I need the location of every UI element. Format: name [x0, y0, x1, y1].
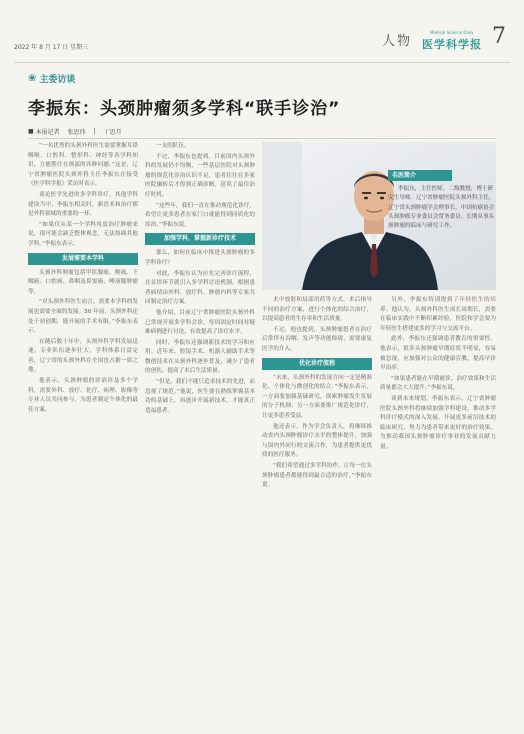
paragraph: 对此，李振东认为应先完善诊疗流程，在首诊环节就引入多学科讨论机制，根据患者病情由外科、放疗科、肿瘤内科等专家共同制定治疗方案。	[145, 270, 255, 306]
profile-caption	[388, 170, 496, 231]
paragraph: 头颈外科肿瘤包括甲状腺癌、喉癌、下咽癌、口腔癌、鼻咽及鼻窦癌、唾液腺肿瘤等。	[28, 269, 138, 295]
section-subhead: 优化诊疗流程	[262, 358, 372, 370]
article-column-1	[28, 142, 138, 416]
intern-name: 丁思月	[103, 129, 122, 136]
reporter-label: 本报记者	[35, 129, 60, 136]
paragraph: 一支的队伍。	[156, 143, 190, 149]
paragraph: “如果患者能在早期就诊，治疗效果和生活质量都会大大提升。”李振东说。	[380, 375, 496, 392]
paragraph: “我们希望通过多学科协作，让每一位头颈肿瘤患者都能得到最合适的治疗。”李振东说。	[262, 462, 372, 489]
paragraph: 他还表示，作为学会负责人，将继续推动省内头颈肿瘤诊疗水平的整体提升，加强与国内外同行的交流合作，为患者提供更优质的医疗服务。	[262, 423, 372, 459]
paragraph: “如果仅从某一个学科角度治疗肿瘤来说，很可能会缺乏整体观念，无法协调其他学科。”李振东表示。	[28, 221, 138, 247]
paragraph: 谈到未来规划，李振东表示，辽宁省肿瘤医院头颈外科将继续加强学科建设，推动多学科诊疗模式的深入发展，开展更多前沿技术的临床研究，努力为患者带来更好的治疗效果，为推动我国头颈肿瘤诊疗事业的发展贡献力量。	[380, 395, 496, 450]
header-divider	[14, 62, 510, 63]
article-column-3	[262, 296, 372, 492]
square-marker-icon: ■	[28, 128, 34, 135]
reporter-name: 张思玮	[67, 129, 86, 136]
section-name: 人物	[382, 34, 413, 49]
paragraph: 不过，李振东也提到，目前国内头颈外科的发展仍不均衡，一些基层医院对头颈肿瘤的规范化诊治认识不足，患者往往在多家医院辗转后才得到正确诊断，延误了最佳治疗时机。	[145, 153, 255, 198]
paragraph: 另外，李振东特别提到了年轻医生的培养。他认为，头颈外科医生成长周期长，需要在临床实践中不断积累经验，医院和学会要为年轻医生搭建更多的学习与交流平台。	[380, 297, 496, 332]
column-tag-label: 主委访谈	[39, 75, 76, 85]
paragraph: 谈论医学先进的多学科诊疗，其他学科建设当中，李振东相关时，新晋术和治疗都是外科领域的重要的一环。	[28, 191, 138, 218]
paragraph: 此外，李振东还强调患者教育的重要性。他表示，很多头颈肿瘤早期症状不明显，容易被忽视，应加强对公众的健康宣教，提高早诊早治率。	[380, 336, 496, 372]
paragraph: “一名优秀的头颈外科医生需要掌握耳鼻咽喉、口腔科、整形科、神经等各学科知识，方能胜任在颈部的各种问题。”这是，辽宁省肿瘤医院头颈外科主任李振东在接受《医学科学报》采访时表示。	[28, 143, 138, 188]
paragraph: “但是，我们不能只追求技术的先进，而忽视了规范。”他说，医生要在熟练掌握基本功的基础上，再逐步开展新技术，才能真正造福患者。	[145, 379, 255, 414]
brand-english: Medical Science Daily	[430, 30, 474, 35]
brand-logo	[416, 30, 490, 52]
paragraph: 同时，李振东还强调新技术的学习和应用。近年来，腔镜手术、机器人辅助手术等微创技术在头颈外科逐步普及，减少了患者的创伤，提高了术后生活质量。	[145, 339, 255, 375]
issue-date: 2022 年 8 月 17 日 星期三	[14, 44, 89, 51]
paragraph: 他表示，头颈肿瘤的诊治涉及多个学科，需要外科、放疗、化疗、病理、影像等专业人员共同参与，为患者制定个体化的最佳方案。	[28, 378, 138, 413]
article-headline: 李振东：头颈肿瘤须多学科“联手诊治”	[28, 99, 341, 119]
paragraph: “对头颈外科医生而言，需要本学科的发展也需要全面的发展。30 年前，头颈外科还处于初创期，能开展的手术有限。”李振东表示。	[28, 299, 138, 335]
article-column-4	[380, 296, 496, 454]
section-subhead: 加强学科，掌握新诊疗技术	[145, 233, 255, 245]
brand-chinese: 医学科学报	[422, 38, 482, 51]
title-divider	[28, 138, 496, 139]
paragraph: 不过，他也提到，头颈肿瘤患者在治疗后常伴有吞咽、发声等功能障碍，需要康复医学的介入。	[262, 326, 372, 352]
section-subhead: 发展需要本学科	[28, 253, 138, 265]
article-column-2	[145, 142, 255, 417]
caption-body: 李振东，主任医师，二级教授，博士研究生导师。辽宁省肿瘤医院头颈外科主任，辽宁省头颈肿瘤学会理事长，中国抗癌协会头颈肿瘤专业委员会常务委员。长期从事头颈肿瘤的临床与研究工作。	[388, 186, 495, 230]
paragraph: “未来，头颈外科的发展方向一定是精准化、个体化与微创化的结合。”李振东表示，一方面要加强基础研究，探索肿瘤发生发展的分子机制；另一方面要推广规范化诊疗，让更多患者受益。	[262, 374, 372, 419]
paragraph: 那么，如何在临床中推进头颈肿瘤的多学科诊疗？	[145, 250, 255, 266]
paragraph: “这些年，我们一直在推动规范化诊疗，希望让更多患者在家门口就能得到同质化的诊治。”李振东说。	[145, 202, 255, 228]
paragraph: 他介绍，目前辽宁省肿瘤医院头颈外科已常规开展多学科会诊，每周固定时间对疑难病例进行讨论，有效提高了诊疗水平。	[145, 309, 255, 336]
paragraph: 术中放射和局部用药等方式，术后指导不同的治疗方案，进行个体化的综合治疗，以提高患者的生存率和生活质量。	[262, 297, 372, 323]
page-number: 7	[492, 24, 506, 49]
column-tag	[28, 72, 75, 85]
byline	[28, 127, 122, 136]
page-header	[14, 24, 510, 60]
byline-separator: |	[93, 128, 96, 135]
caption-title: 名医简介	[388, 170, 452, 181]
leaf-icon: ❀	[28, 73, 37, 84]
paragraph: 在随后数十年中，头颈外科学科发展迅速，专业队伍逐步壮大，学科体系日益完善，辽宁省的头颈外科在全国也占据一席之地。	[28, 338, 138, 374]
